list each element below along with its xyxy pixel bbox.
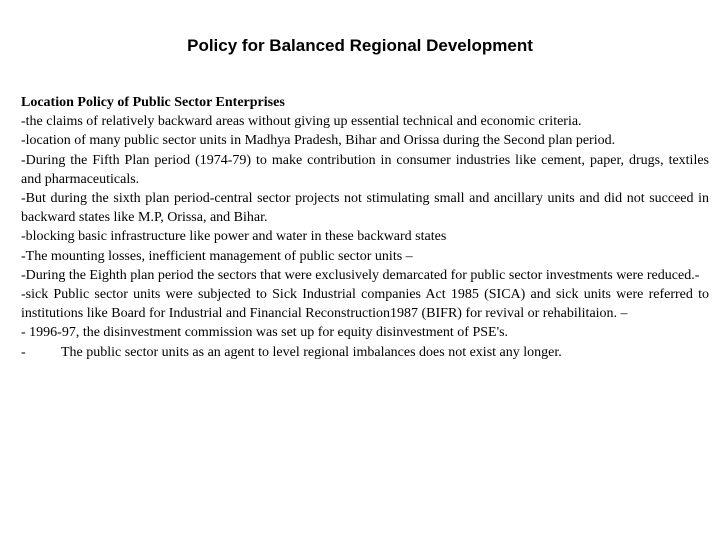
paragraph-4: -But during the sixth plan period-central sector projects not stimulating small and ancillary units and did not succeed in backward states like M.P, Orissa, and Bihar. [21,191,709,226]
bullet-dash: - [21,344,26,360]
paragraph-7: -During the Eighth plan period the sectors that were exclusively demarcated for public sector investments were reduced.- [21,267,700,283]
section-heading: Location Policy of Public Sector Enterprises [21,95,285,110]
paragraph-1: -the claims of relatively backward areas without giving up essential technical and economic criteria. [21,114,582,130]
paragraph-6: -The mounting losses, inefficient management of public sector units – [21,248,413,264]
paragraph-5: -blocking basic infrastructure like power and water in these backward states [21,229,447,245]
paragraph-9: - 1996-97, the disinvestment commission was set up for equity disinvestment of PSE's. [21,325,509,341]
paragraph-10 [21,343,709,362]
paragraph-2: -location of many public sector units in Madhya Pradesh, Bihar and Orissa during the Second plan period. [21,133,616,149]
paragraph-3: -During the Fifth Plan period (1974-79) to make contribution in consumer industries like cement, paper, drugs, textiles and pharmaceuticals. [21,152,709,187]
page-title: Policy for Balanced Regional Development [187,36,533,55]
paragraph-10-text: The public sector units as an agent to level regional imbalances does not exist any longer. [61,344,562,360]
body-text [21,93,709,362]
paragraph-8: -sick Public sector units were subjected to Sick Industrial companies Act 1985 (SICA) and sick units were referred to institutions like Board for Industrial and Financial Reconstruction1987 (BIFR) for revival or rehabilitaion. – [21,287,709,322]
